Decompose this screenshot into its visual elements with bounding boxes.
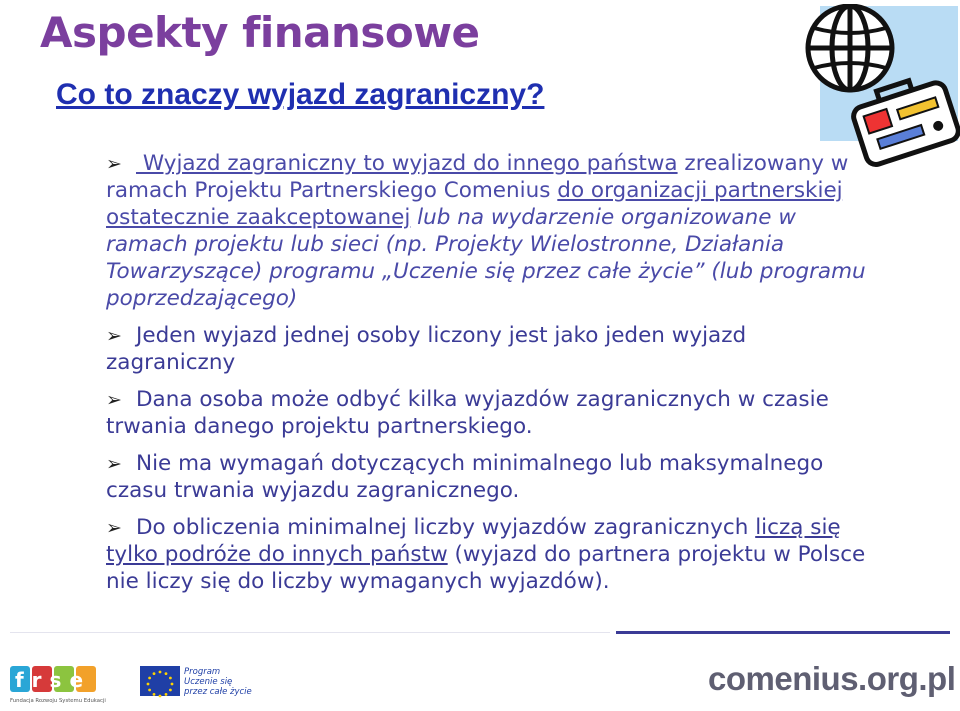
definition-partner: do organizacji partnerskiej ostatecznie zaakceptowanej: [106, 178, 843, 230]
svg-text:frse: frse: [14, 668, 92, 692]
definition-underlined: Wyjazd zagraniczny to wyjazd do innego państwa: [136, 151, 678, 176]
bullet-arrow-icon: ➢: [106, 453, 122, 475]
bullet-arrow-icon: ➢: [106, 389, 122, 411]
bullet-counting: [106, 514, 866, 595]
eu-programme-logo: [140, 662, 260, 706]
travel-clipart: [790, 4, 960, 174]
svg-text:Program Uczenie się: Program Uczenie się przez całe życie: [184, 667, 252, 697]
slide-subtitle: Co to znaczy wyjazd zagraniczny?: [56, 78, 545, 111]
definition-text: zrealizowany w ramach Projektu Partnerskiego Comenius: [106, 151, 849, 203]
definition-event: lub na wydarzenie organizowane w ramach projektu lub sieci (np. Projekty Wielostronne, Działania Towarzyszące) programu „Uczenie się przez całe życie” (lub programu poprzedzającego): [106, 205, 866, 311]
footer-divider: [616, 631, 950, 634]
eu-flag-icon: [140, 666, 180, 697]
counting-text-rest: (wyjazd do partnera projektu w Polsce nie liczy się do liczby wymaganych wyjazdów).: [106, 542, 866, 594]
bullet-arrow-icon: ➢: [106, 325, 122, 347]
bullet-text: Dana osoba może odbyć kilka wyjazdów zagranicznych w czasie trwania danego projektu partnerskiego.: [106, 387, 829, 439]
bullet-multiple-trips: [106, 386, 866, 440]
bullet-one-trip: [106, 322, 866, 376]
bullet-duration: [106, 450, 866, 504]
bullet-arrow-icon: ➢: [106, 517, 122, 539]
frse-logo: [8, 662, 108, 706]
counting-underlined: liczą się tylko podróże do innych państw: [106, 515, 841, 567]
bullet-arrow-icon: ➢: [106, 153, 122, 175]
slide-title: Aspekty finansowe: [40, 8, 480, 57]
bullet-text: Nie ma wymagań dotyczących minimalnego lub maksymalnego czasu trwania wyjazdu zagranicznego.: [106, 451, 824, 503]
globe-icon: [808, 6, 892, 90]
svg-text:Fundacja Rozwoju Systemu Eduka: Fundacja Rozwoju Systemu Edukacji: [10, 698, 106, 704]
bullet-list: [106, 150, 866, 605]
bullet-definition: [106, 150, 866, 312]
footer-divider-left: [10, 632, 610, 633]
counting-text: Do obliczenia minimalnej liczby wyjazdów zagranicznych: [136, 515, 756, 540]
bullet-text: Jeden wyjazd jednej osoby liczony jest jako jeden wyjazd zagraniczny: [106, 323, 747, 375]
site-url[interactable]: comenius.org.pl: [708, 660, 956, 697]
